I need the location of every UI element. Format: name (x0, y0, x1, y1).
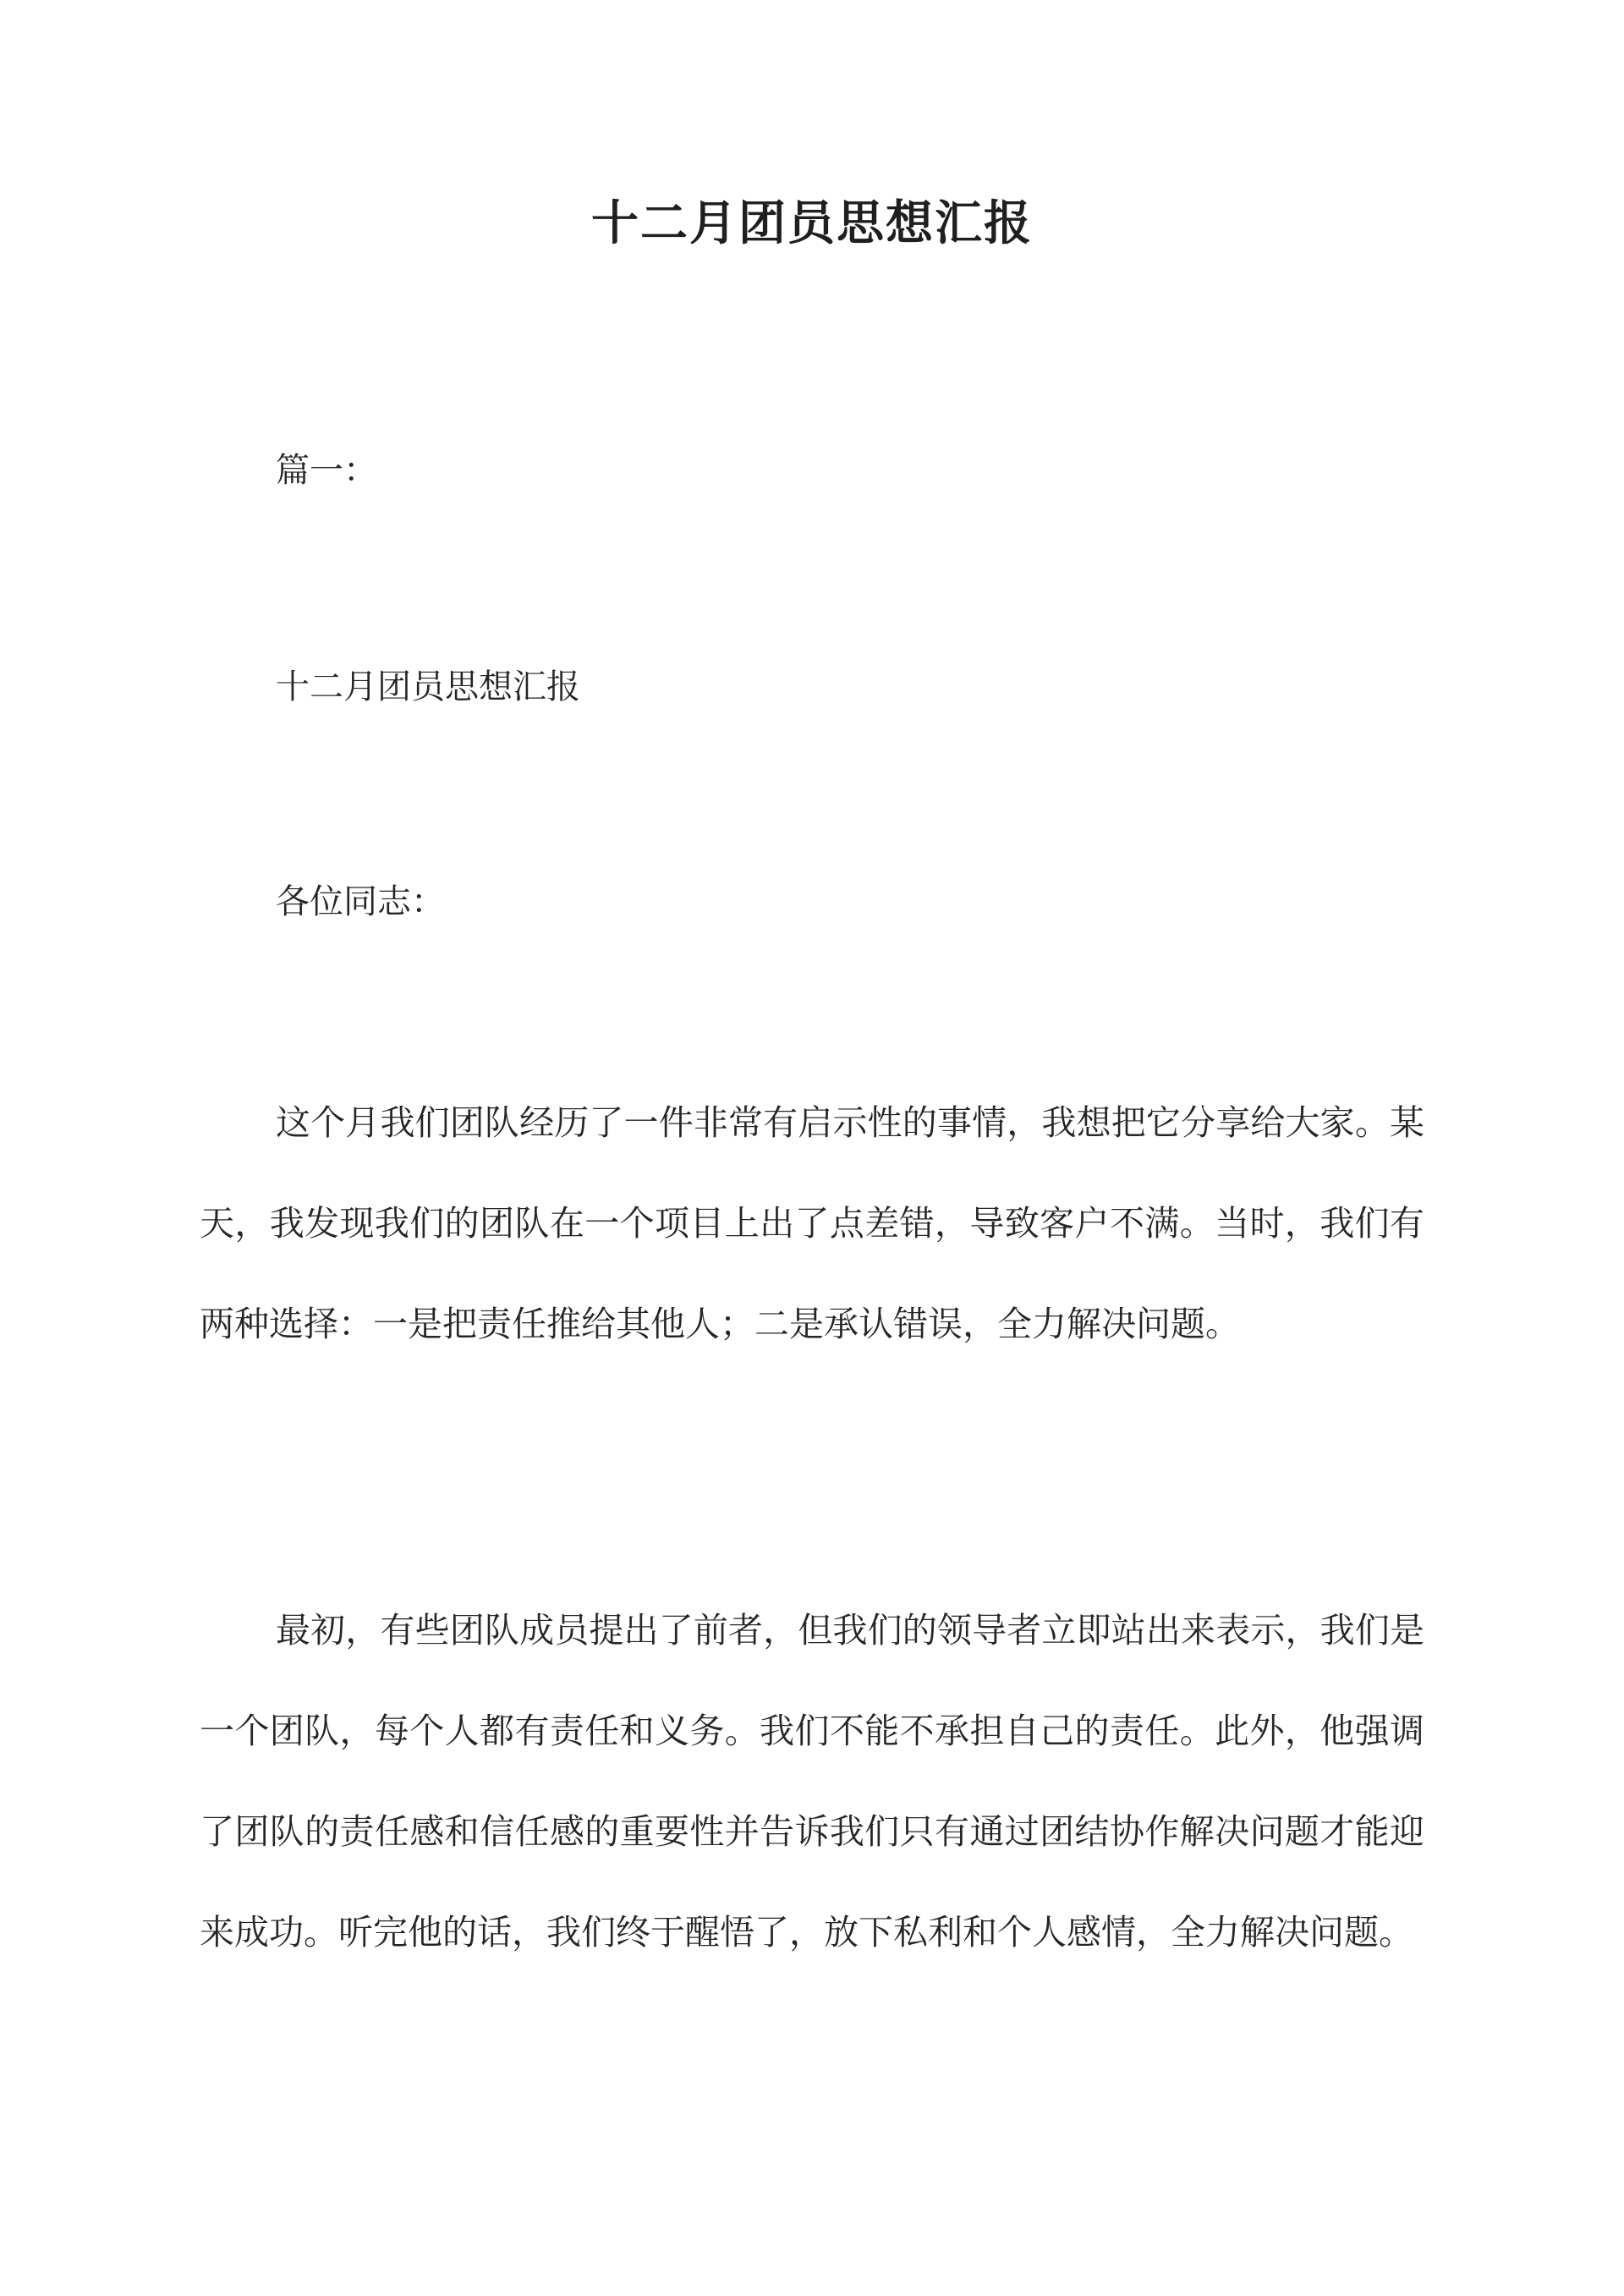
document-subtitle: 十二月团员思想汇报 (276, 667, 580, 706)
greeting: 各位同志： (276, 882, 445, 921)
paragraph-2: 最初，有些团队成员提出了前者，但我们的领导者立即站出来表示，我们是一个团队，每个人都有责任和义务。我们不能不承担自己的责任。此外，他强调了团队的责任感和信任感的重要性并告诉我们只有通过团结协作解决问题才能迎来成功。听完他的话，我们终于醒悟了，放下私利和个人感情，全力解决问题。 (200, 1610, 1424, 1953)
section-label: 篇一： (276, 451, 377, 490)
paragraph-1: 这个月我们团队经历了一件非常有启示性的事情，我想把它分享给大家。某天，我发现我们的团队在一个项目上出了点差错，导致客户不满。当时，我们有两种选择：一是把责任推给其他人；二是承认错误，全力解决问题。 (200, 1102, 1424, 1344)
document-title: 十二月团员思想汇报 (591, 195, 1033, 251)
